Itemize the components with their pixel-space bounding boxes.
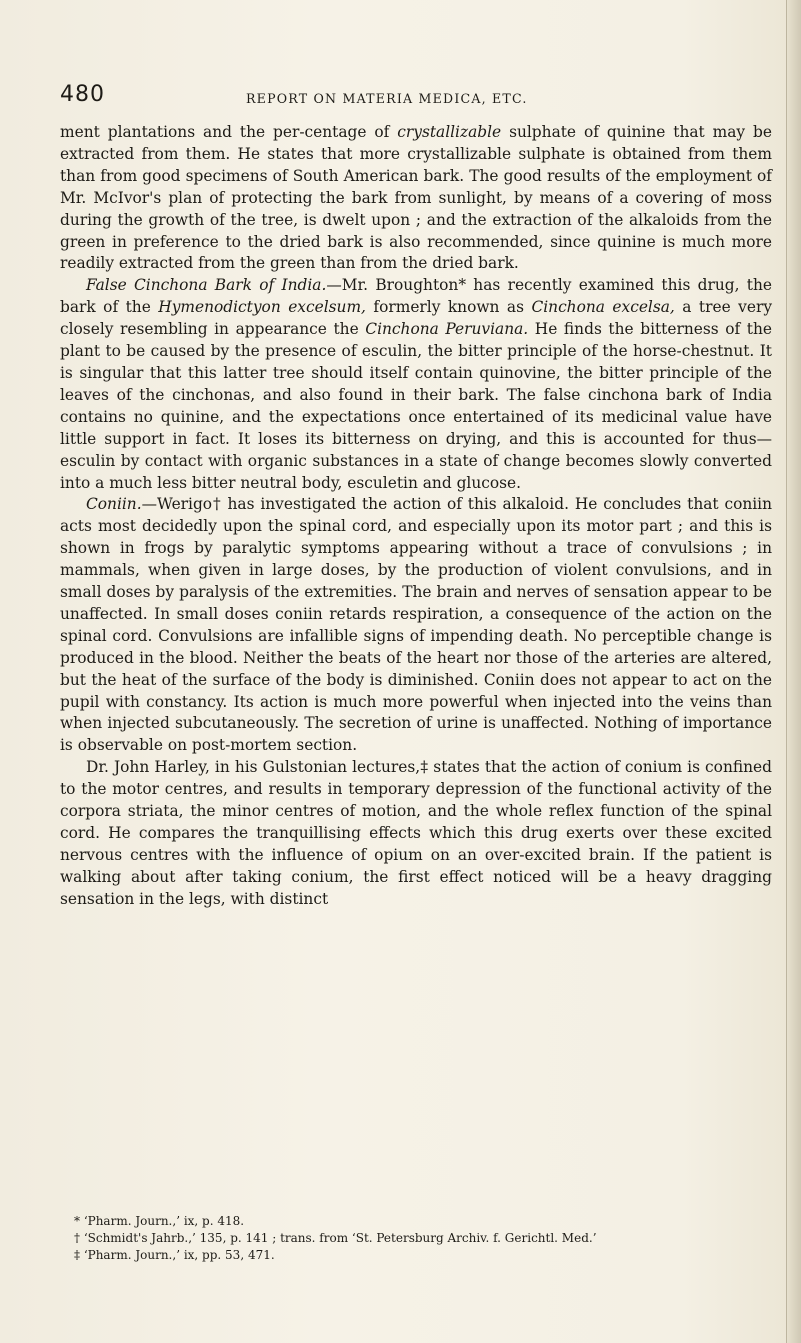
footnotes bbox=[60, 1213, 772, 1264]
page-edge bbox=[786, 0, 801, 1343]
paragraph-harley: Dr. John Harley, in his Gulstonian lectures,‡ states that the action of conium is confined to the motor centres, and results in temporary depression of the functional activity of the corpora striata, the minor centres of motion, and the whole reflex function of the spinal cord. He compares the tranquillising effects which this drug exerts over these excited nervous centres with the influence of opium on an over-excited brain. If the patient is walking about after taking conium, the first effect noticed will be a heavy dragging sensation in the legs, with distinct bbox=[60, 758, 772, 908]
page-number: 480 bbox=[60, 82, 105, 107]
running-head: REPORT ON MATERIA MEDICA, ETC. bbox=[246, 91, 528, 106]
page-header bbox=[60, 82, 760, 108]
section-heading: False Cinchona Bark of India. bbox=[86, 276, 327, 295]
body-text bbox=[60, 122, 772, 911]
footnote: ‡ ‘Pharm. Journ.,’ ix, pp. 53, 471. bbox=[74, 1248, 275, 1262]
footnote: * ‘Pharm. Journ.,’ ix, p. 418. bbox=[74, 1214, 245, 1228]
paragraph-false-cinchona: False Cinchona Bark of India.—Mr. Broughton* has recently examined this drug, the bark of the Hymenodictyon excelsum, formerly known as Cinchona excelsa, a tree very closely resembling in appearance the Cinchona Peruviana. He finds the bitterness of the plant to be caused by the presence of esculin, the bitter principle of the horse-chestnut. It is singular that this latter tree should itself contain quinovine, the bitter principle of the leaves of the cinchonas, and also found in their bark. The false cinchona bark of India contains no quinine, and the expectations once entertained of its medicinal value have little support in fact. It loses its bitterness on drying, and this is accounted for thus—esculin by contact with organic substances in a state of change becomes slowly converted into a much less bitter neutral body, esculetin and glucose. bbox=[60, 276, 773, 492]
footnote: † ‘Schmidt's Jahrb.,’ 135, p. 141 ; trans. from ‘St. Petersburg Archiv. f. Gerichtl. Med.’ bbox=[74, 1231, 597, 1245]
section-heading: Coniin. bbox=[86, 495, 142, 514]
paragraph-coniin: Coniin.—Werigo† has investigated the action of this alkaloid. He concludes that coniin acts most decidedly upon the spinal cord, and especially upon its motor part ; and this is shown in frogs by paralytic symptoms appearing without a trace of convulsions ; in mammals, when given in large doses, by the production of violent convulsions, and in small doses by paralysis of the extremities. The brain and nerves of sensation appear to be unaffected. In small doses coniin retards respiration, a consequence of the action on the spinal cord. Convulsions are infallible signs of impending death. No perceptible change is produced in the blood. Neither the beats of the heart nor those of the arteries are altered, but the heat of the surface of the body is diminished. Coniin does not appear to act on the pupil with constancy. Its action is much more powerful when injected into the veins than when injected subcutaneously. The secretion of urine is unaffected. Nothing of importance is observable on post-mortem section. bbox=[60, 495, 772, 755]
paragraph-quinine-plantations: ment plantations and the per-centage of crystallizable sulphate of quinine that may be extracted from them. He states that more crystallizable sulphate is obtained from them than from good specimens of South American bark. The good results of the employment of Mr. McIvor's plan of protecting the bark from sunlight, by means of a covering of moss during the growth of the tree, is dwelt upon ; and the extraction of the alkaloids from the green in preference to the dried bark is also recommended, since quinine is much more readily extracted from the green than from the dried bark. bbox=[60, 123, 772, 273]
